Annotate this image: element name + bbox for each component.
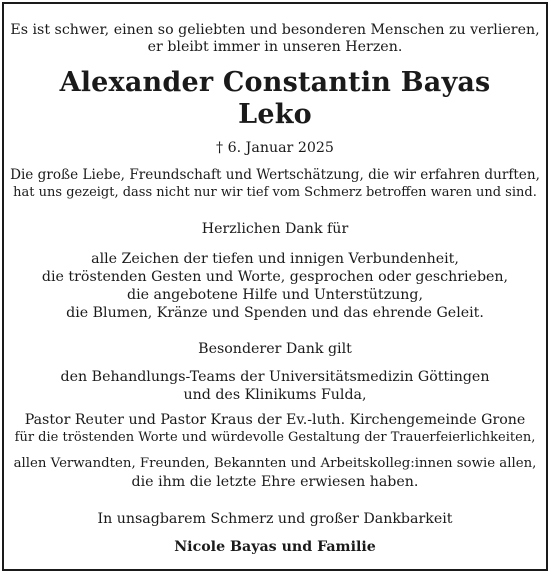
deceased-name-second-line: Leko [238,99,312,130]
death-date: † 6. Januar 2025 [216,140,334,156]
special-thanks-line: den Behandlungs-Teams der Universitätsmedizin Göttingen [60,369,490,385]
thanks-item: die tröstenden Gesten und Worte, gesprochen oder geschrieben, [41,269,509,285]
closing-line: In unsagbarem Schmerz und großer Dankbarkeit [97,511,453,527]
special-thanks-line: und des Klinikums Fulda, [183,387,367,403]
special-thanks-line: die ihm die letzte Ehre erwiesen haben. [131,474,419,490]
thanks-item: die Blumen, Kränze und Spenden und das ehrende Geleit. [66,305,484,321]
intro-line: er bleibt immer in unseren Herzen. [147,39,403,55]
special-thanks-line: Pastor Reuter und Pastor Kraus der Ev.-luth. Kirchengemeinde Grone [24,412,526,428]
intro-line: Es ist schwer, einen so geliebten und besonderen Menschen zu verlieren, [10,22,540,38]
paragraph-line: Die große Liebe, Freundschaft und Wertschätzung, die wir erfahren durften, [10,167,540,183]
deceased-name: Alexander Constantin Bayas [59,67,491,98]
paragraph-line: hat uns gezeigt, dass nicht nur wir tief vom Schmerz betroffen waren und sind. [13,185,537,200]
thanks-item: alle Zeichen der tiefen und innigen Verbundenheit, [91,251,459,267]
special-thanks-line: allen Verwandten, Freunden, Bekannten und Arbeitskolleg:innen sowie allen, [13,456,537,471]
special-thanks-line: für die tröstenden Worte und würdevolle Gestaltung der Trauerfeierlichkeiten, [14,430,536,445]
signature: Nicole Bayas und Familie [174,539,376,555]
special-thanks-heading: Besonderer Dank gilt [198,341,352,357]
thanks-item: die angebotene Hilfe und Unterstützung, [127,287,423,303]
thanks-heading: Herzlichen Dank für [201,221,349,237]
